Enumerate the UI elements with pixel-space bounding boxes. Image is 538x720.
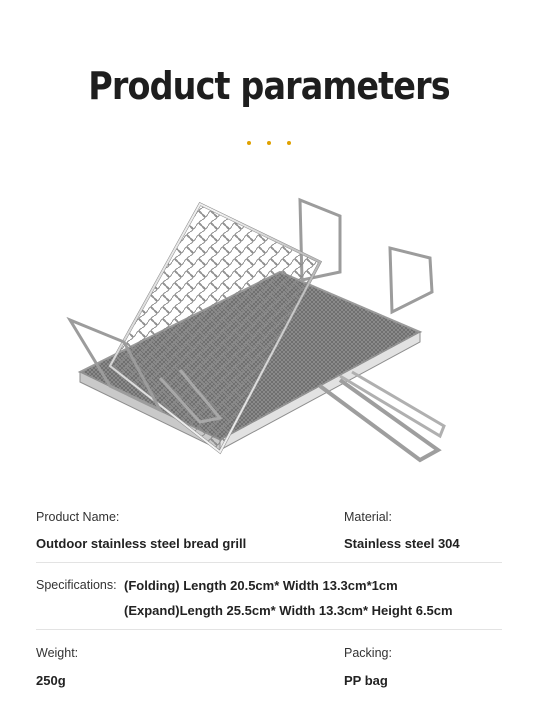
- weight-label: Weight:: [36, 646, 79, 660]
- material-value: Stainless steel 304: [344, 536, 460, 551]
- weight-value: 250g: [36, 673, 66, 688]
- decorative-dots: [0, 132, 538, 150]
- divider: [36, 562, 502, 563]
- dot: [247, 141, 251, 145]
- specifications-label: Specifications:: [36, 578, 117, 592]
- material-label: Material:: [344, 510, 392, 524]
- spec-expand-value: (Expand)Length 25.5cm* Width 13.3cm* Height 6.5cm: [124, 603, 453, 618]
- packing-value: PP bag: [344, 673, 388, 688]
- product-name-value: Outdoor stainless steel bread grill: [36, 536, 247, 551]
- dot: [287, 141, 291, 145]
- packing-label: Packing:: [344, 646, 392, 660]
- bread-grill-illustration: [40, 160, 500, 480]
- spec-folding-value: (Folding) Length 20.5cm* Width 13.3cm*1cm: [124, 578, 398, 593]
- product-name-label: Product Name:: [36, 510, 120, 524]
- page-title: Product parameters: [88, 64, 450, 108]
- dot: [267, 141, 271, 145]
- divider: [36, 629, 502, 630]
